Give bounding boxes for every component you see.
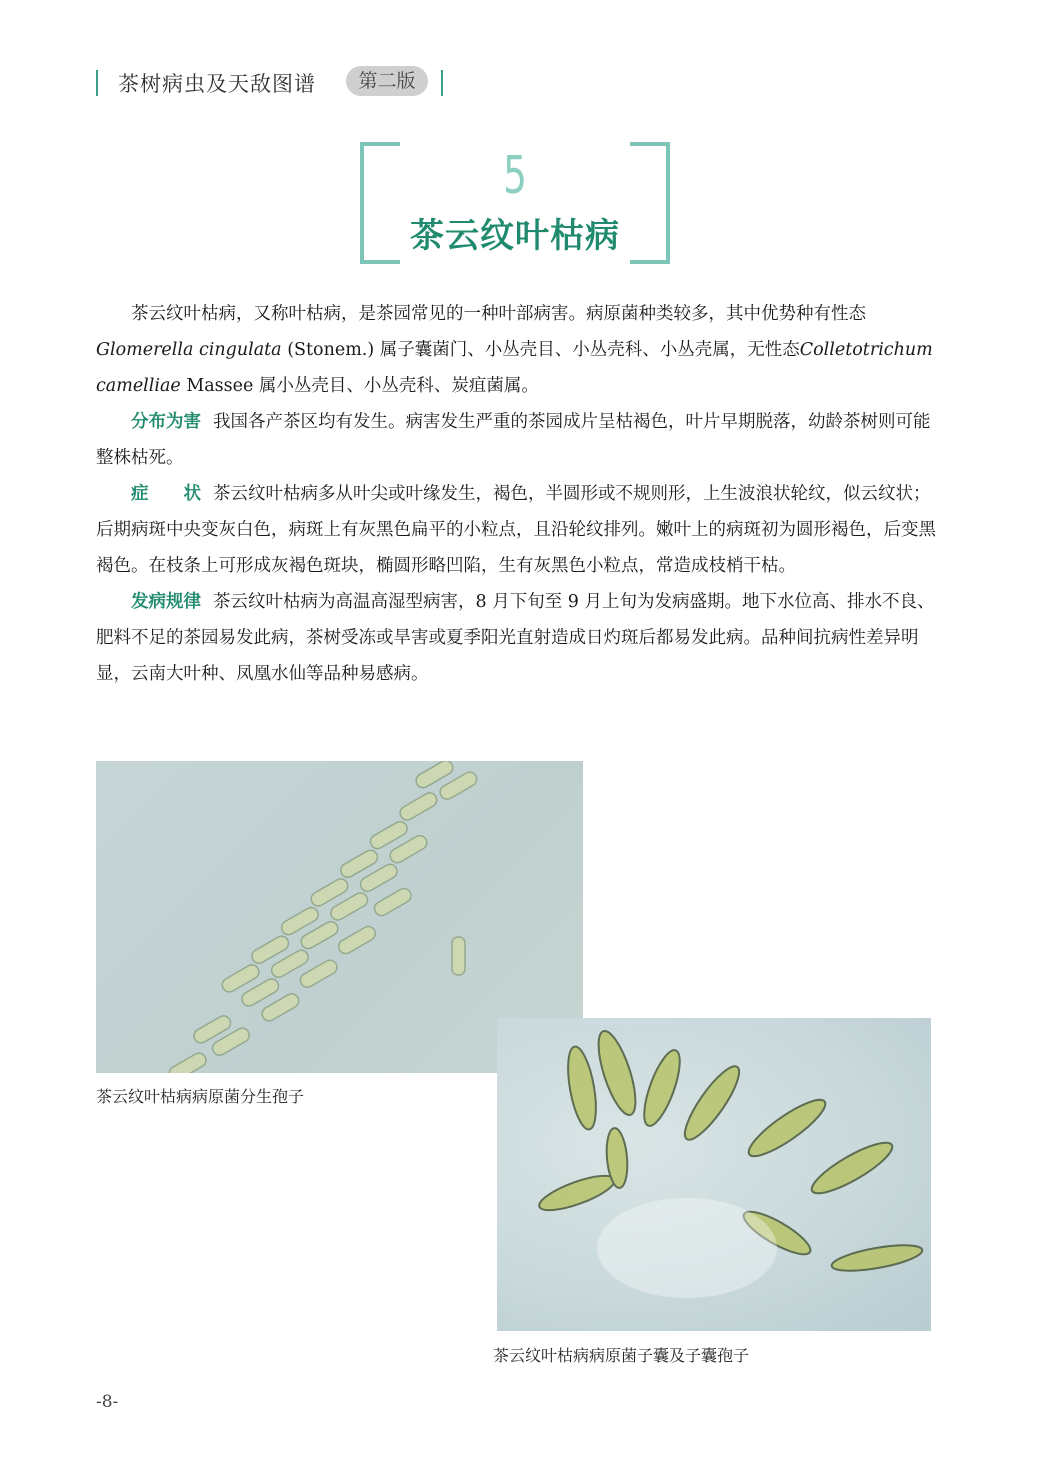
section-label-occurrence: 发病规律 — [131, 592, 201, 612]
section-label-distribution: 分布为害 — [131, 412, 201, 432]
section-text-occurrence: 茶云纹叶枯病为高温高湿型病害，8 月下旬至 9 月上旬为发病盛期。地下水位高、排水不良、肥料不足的茶园易发此病，茶树受冻或旱害或夏季阳光直射造成日灼斑后都易发此病。品种间抗病性差异明显，云南大叶种、凤凰水仙等品种易感病。 — [96, 592, 935, 684]
header-divider-left — [96, 70, 98, 96]
edition-badge: 第二版 — [346, 66, 428, 96]
chapter-title: 茶云纹叶枯病 — [410, 216, 620, 256]
intro-text-3: Massee 属小丛壳目、小丛壳科、炭疽菌属。 — [180, 376, 539, 396]
chapter-heading — [360, 142, 670, 266]
section-occurrence — [96, 584, 946, 692]
header-divider-right — [441, 70, 443, 96]
section-symptoms — [96, 476, 946, 584]
figure-caption-conidia: 茶云纹叶枯病病原菌分生孢子 — [96, 1087, 305, 1106]
section-distribution — [96, 404, 946, 476]
section-label-symptoms: 症 状 — [131, 484, 201, 504]
asci-illustration — [497, 1018, 931, 1331]
figure-caption-asci: 茶云纹叶枯病病原菌子囊及子囊孢子 — [493, 1346, 750, 1365]
intro-text-2: (Stonem.) 属子囊菌门、小丛壳目、小丛壳科、小丛壳属，无性态 — [281, 340, 800, 360]
intro-paragraph — [96, 296, 946, 404]
scientific-name-teleomorph: Glomerella cingulata — [96, 340, 282, 360]
chapter-number: 5 — [503, 146, 527, 206]
scientific-name-anamorph: Colletotrichum camelliae — [96, 340, 933, 396]
section-text-symptoms: 茶云纹叶枯病多从叶尖或叶缘发生，褐色，半圆形或不规则形，上生波浪状轮纹，似云纹状；后期病斑中央变灰白色，病斑上有灰黑色扁平的小粒点，且沿轮纹排列。嫩叶上的病斑初为圆形褐色，后变黑褐色。在枝条上可形成灰褐色斑块，椭圆形略凹陷，生有灰黑色小粒点，常造成枝梢干枯。 — [96, 484, 936, 576]
section-text-distribution: 我国各产茶区均有发生。病害发生严重的茶园成片呈枯褐色，叶片早期脱落，幼龄茶树则可能整株枯死。 — [96, 412, 931, 468]
micrograph-asci — [497, 1018, 931, 1331]
article-body — [96, 296, 946, 692]
running-header — [96, 62, 456, 98]
page-number: -8- — [96, 1392, 119, 1412]
intro-text-1: 茶云纹叶枯病，又称叶枯病，是茶园常见的一种叶部病害。病原菌种类较多，其中优势种有性态 — [131, 304, 866, 324]
book-title: 茶树病虫及天敌图谱 — [118, 72, 316, 96]
